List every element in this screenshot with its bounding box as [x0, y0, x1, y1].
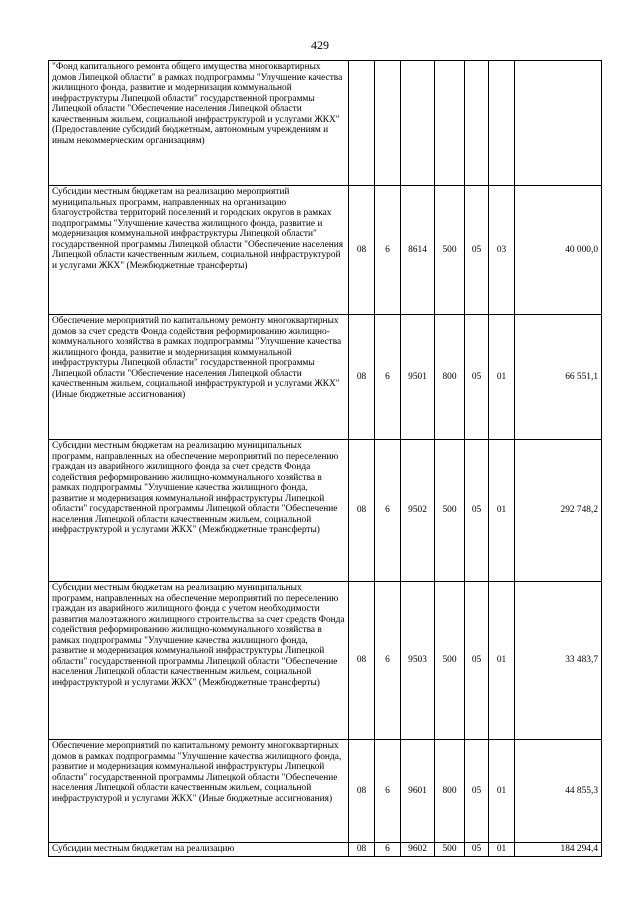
budget-table — [48, 60, 602, 857]
code-cell — [489, 61, 515, 186]
code-cell: 6 — [375, 582, 401, 740]
table-row — [49, 315, 602, 440]
page-number: 429 — [311, 38, 329, 52]
code-cell — [401, 61, 435, 186]
code-cell: 08 — [349, 740, 375, 843]
table-row — [49, 843, 602, 857]
code-cell: 08 — [349, 843, 375, 857]
table-row — [49, 740, 602, 843]
code-cell: 800 — [435, 740, 465, 843]
code-cell: 08 — [349, 315, 375, 440]
amount-cell: 184 294,4 — [515, 843, 602, 857]
code-cell: 05 — [465, 186, 489, 315]
row-description: Субсидии местным бюджетам на реализацию муниципальных программ, направленных на обеспечение мероприятий по переселению граждан из аварийного жилищного фонда за счет средств Фонда содействия реформированию жилищно-коммунального хозяйства в рамках подпрограммы "Улучшение качества жилищного фонда, развитие и модернизация коммунальной инфраструктуры Липецкой области" государственной программы Липецкой области "Обеспечение населения Липецкой области качественным жильем, социальной инфраструктурой и услугами ЖКХ" (Межбюджетные трансферты) — [49, 440, 349, 582]
code-cell: 03 — [489, 186, 515, 315]
code-cell: 01 — [489, 740, 515, 843]
code-cell: 9503 — [401, 582, 435, 740]
code-cell: 08 — [349, 186, 375, 315]
row-description: Обеспечение мероприятий по капитальному ремонту многоквартирных домов в рамках подпрограммы "Улучшение качества жилищного фонда, развитие и модернизация коммунальной инфраструктуры Липецкой области" государственной программы Липецкой области "Обеспечение населения Липецкой области качественным жильем, социальной инфраструктурой и услугами ЖКХ" (Иные бюджетные ассигнования) — [49, 740, 349, 843]
code-cell: 05 — [465, 440, 489, 582]
code-cell: 6 — [375, 843, 401, 857]
table-row — [49, 61, 602, 186]
code-cell: 05 — [465, 315, 489, 440]
amount-cell: 33 483,7 — [515, 582, 602, 740]
code-cell: 01 — [489, 315, 515, 440]
code-cell: 6 — [375, 186, 401, 315]
code-cell: 500 — [435, 843, 465, 857]
row-description: Субсидии местным бюджетам на реализацию мероприятий муниципальных программ, направленных на организацию благоустройства территорий поселений и городских округов в рамках подпрограммы "Улучшение качества жилищного фонда, развитие и модернизация коммунальной инфраструктуры Липецкой области" государственной программы Липецкой области "Обеспечение населения Липецкой области качественным жильем, социальной инфраструктурой и услугами ЖКХ" (Межбюджетные трансферты) — [49, 186, 349, 315]
code-cell — [435, 61, 465, 186]
code-cell: 01 — [489, 582, 515, 740]
code-cell: 800 — [435, 315, 465, 440]
code-cell: 500 — [435, 582, 465, 740]
amount-cell: 44 855,3 — [515, 740, 602, 843]
table-row — [49, 582, 602, 740]
code-cell: 6 — [375, 315, 401, 440]
code-cell: 9601 — [401, 740, 435, 843]
table-row — [49, 440, 602, 582]
code-cell — [465, 61, 489, 186]
amount-cell: 66 551,1 — [515, 315, 602, 440]
amount-cell — [515, 61, 602, 186]
code-cell: 05 — [465, 582, 489, 740]
code-cell: 9501 — [401, 315, 435, 440]
code-cell: 6 — [375, 740, 401, 843]
code-cell: 9502 — [401, 440, 435, 582]
code-cell: 9602 — [401, 843, 435, 857]
code-cell: 08 — [349, 440, 375, 582]
code-cell — [375, 61, 401, 186]
code-cell: 05 — [465, 740, 489, 843]
code-cell: 08 — [349, 582, 375, 740]
code-cell: 500 — [435, 186, 465, 315]
amount-cell: 292 748,2 — [515, 440, 602, 582]
amount-cell: 40 000,0 — [515, 186, 602, 315]
code-cell: 500 — [435, 440, 465, 582]
code-cell: 05 — [465, 843, 489, 857]
row-description: Субсидии местным бюджетам на реализацию — [49, 843, 349, 857]
row-description: Обеспечение мероприятий по капитальному ремонту многоквартирных домов за счет средств Фонда содействия реформированию жилищно-коммунального хозяйства в рамках подпрограммы "Улучшение качества жилищного фонда, развитие и модернизация коммунальной инфраструктуры Липецкой области" государственной программы Липецкой области "Обеспечение населения Липецкой области качественным жильем, социальной инфраструктурой и услугами ЖКХ" (Иные бюджетные ассигнования) — [49, 315, 349, 440]
code-cell — [349, 61, 375, 186]
row-description: Субсидии местным бюджетам на реализацию муниципальных программ, направленных на обеспечение мероприятий по переселению граждан из аварийного жилищного фонда с учетом необходимости развития малоэтажного жилищного строительства за счет средств Фонда содействия реформированию жилищно-коммунального хозяйства в рамках подпрограммы "Улучшение качества жилищного фонда, развитие и модернизация коммунальной инфраструктуры Липецкой области" государственной программы Липецкой области "Обеспечение населения Липецкой области качественным жильем, социальной инфраструктурой и услугами ЖКХ" (Межбюджетные трансферты) — [49, 582, 349, 740]
code-cell: 01 — [489, 843, 515, 857]
table-row — [49, 186, 602, 315]
row-description: "Фонд капитального ремонта общего имущества многоквартирных домов Липецкой области" в рамках подпрограммы "Улучшение качества жилищного фонда, развитие и модернизация коммунальной инфраструктуры Липецкой области" государственной программы Липецкой области "Обеспечение населения Липецкой области качественным жильем, социальной инфраструктурой и услугами ЖКХ" (Предоставление субсидий бюджетным, автономным учреждениям и иным некоммерческим организациям) — [49, 61, 349, 186]
code-cell: 8614 — [401, 186, 435, 315]
code-cell: 6 — [375, 440, 401, 582]
code-cell: 01 — [489, 440, 515, 582]
